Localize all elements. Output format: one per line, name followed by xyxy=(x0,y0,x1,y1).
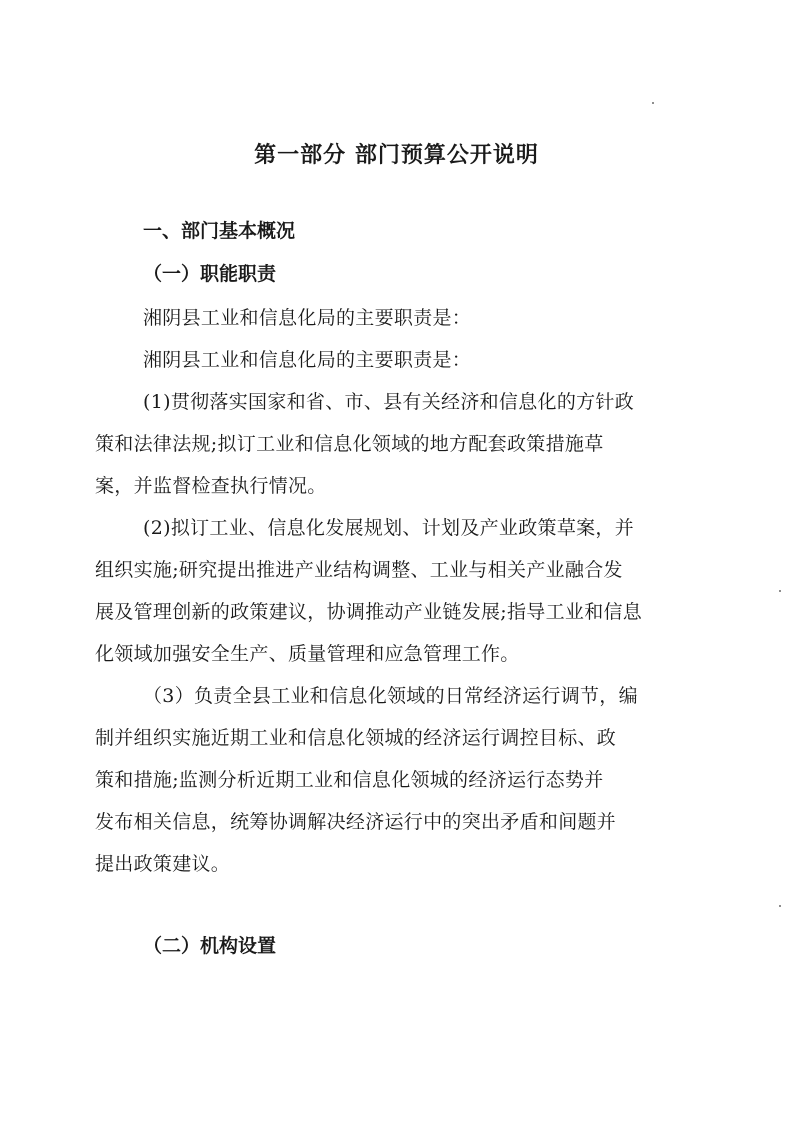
duty3-line-1: （3）负责全县工业和信息化领域的日常经济运行调节，编 xyxy=(143,685,638,707)
duty1-line-3: 案，并监督检查执行情况。 xyxy=(95,475,327,497)
duty3-line-3: 策和措施;监测分析近期工业和信息化领城的经济运行态势并 xyxy=(95,769,604,791)
subsection-heading-functions: （一）职能职责 xyxy=(143,263,277,285)
scan-speck xyxy=(779,590,781,592)
duty3-line-2: 制并组织实施近期工业和信息化领城的经济运行调控目标、政 xyxy=(95,727,617,749)
duty1-line-2: 策和法律法规;拟订工业和信息化领域的地方配套政策措施草 xyxy=(95,433,604,455)
scan-speck xyxy=(652,102,654,104)
duty2-line-3: 展及管理创新的政策建议，协调推动产业链发展;指导工业和信息 xyxy=(95,601,643,623)
page-title: 第一部分 部门预算公开说明 xyxy=(254,143,539,168)
intro-line-1: 湘阴县工业和信息化局的主要职责是： xyxy=(143,307,472,329)
duty3-line-4: 发布相关信息，统筹协调解决经济运行中的突出矛盾和间题并 xyxy=(95,811,617,833)
duty3-line-5: 提出政策建议。 xyxy=(95,853,231,875)
duty1-line-1: (1)贯彻落实国家和省、市、县有关经济和信息化的方针政 xyxy=(143,391,635,413)
section-heading-department-overview: 一、部门基本概况 xyxy=(143,220,296,242)
subsection-heading-organization: （二）机构设置 xyxy=(143,935,277,957)
intro-line-2: 湘阴县工业和信息化局的主要职责是： xyxy=(143,349,472,371)
duty2-line-1: (2)拟订工业、信息化发展规划、计划及产业政策草案，并 xyxy=(143,517,635,539)
duty2-line-4: 化领域加强安全生产、质量管理和应急管理工作。 xyxy=(95,643,520,665)
duty2-line-2: 组织实施;研究提出推进产业结构调整、工业与相关产业融合发 xyxy=(95,559,623,581)
scan-speck xyxy=(779,905,781,907)
